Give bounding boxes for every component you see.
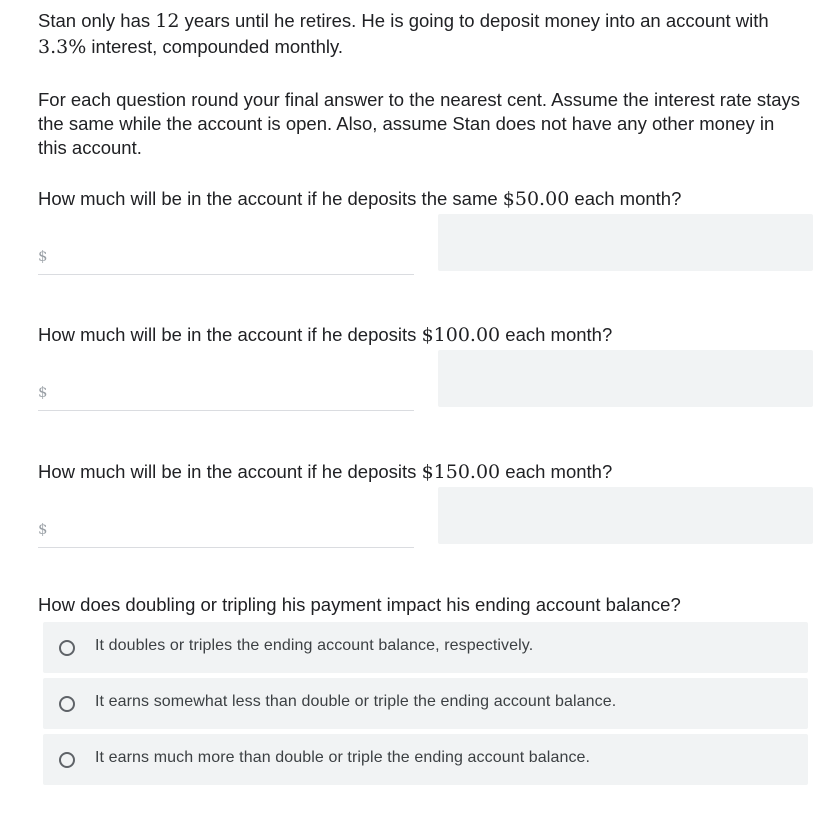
intro-line1-mid: years until he retires. He is going to deposit money into an account with — [179, 10, 769, 31]
years-value: 12 — [155, 10, 180, 32]
question-2-post: each month? — [500, 324, 613, 345]
answer-2-field[interactable] — [38, 370, 414, 411]
question-1-pre: How much will be in the account if he deposits the same — [38, 188, 503, 209]
option-3[interactable] — [43, 734, 808, 785]
question-2 — [38, 322, 808, 348]
question-1 — [38, 186, 808, 212]
question-3-post: each month? — [500, 461, 613, 482]
mc-question: How does doubling or tripling his payment impact his ending account balance? — [38, 594, 681, 615]
option-2-label: It earns somewhat less than double or triple the ending account balance. — [95, 693, 617, 710]
question-1-post: each month? — [569, 188, 682, 209]
answer-1-field[interactable] — [38, 234, 414, 275]
option-3-label: It earns much more than double or triple the ending account balance. — [95, 749, 591, 766]
instructions-text: For each question round your final answer to the nearest cent. Assume the interest rate stays the same while the account is open. Also, assume Stan does not have any other money in this account. — [38, 89, 800, 158]
radio-button-icon[interactable] — [59, 696, 75, 712]
option-2[interactable] — [43, 678, 808, 729]
answer-2-feedback-box — [438, 350, 813, 407]
answer-1-feedback-box — [438, 214, 813, 271]
option-1[interactable] — [43, 622, 808, 673]
intro-line1-post: interest, compounded monthly. — [86, 36, 344, 57]
answer-3-input[interactable] — [58, 513, 412, 543]
answer-3-field[interactable] — [38, 507, 414, 548]
dollar-sign: $ — [38, 520, 48, 538]
intro-line1-pre: Stan only has — [38, 10, 156, 31]
question-2-pre: How much will be in the account if he deposits — [38, 324, 422, 345]
answer-1-input[interactable] — [58, 240, 412, 270]
question-2-amount: $100.00 — [421, 324, 501, 346]
question-3-pre: How much will be in the account if he deposits — [38, 461, 422, 482]
radio-button-icon[interactable] — [59, 752, 75, 768]
answer-2-input[interactable] — [58, 376, 412, 406]
radio-button-icon[interactable] — [59, 640, 75, 656]
question-1-amount: $50.00 — [502, 188, 570, 210]
option-1-label: It doubles or triples the ending account balance, respectively. — [95, 637, 534, 654]
dollar-sign: $ — [38, 247, 48, 265]
question-3-amount: $150.00 — [421, 461, 501, 483]
interest-rate-value: 3.3% — [38, 36, 87, 58]
question-3 — [38, 459, 808, 485]
intro-text — [38, 8, 808, 60]
answer-3-feedback-box — [438, 487, 813, 544]
dollar-sign: $ — [38, 383, 48, 401]
